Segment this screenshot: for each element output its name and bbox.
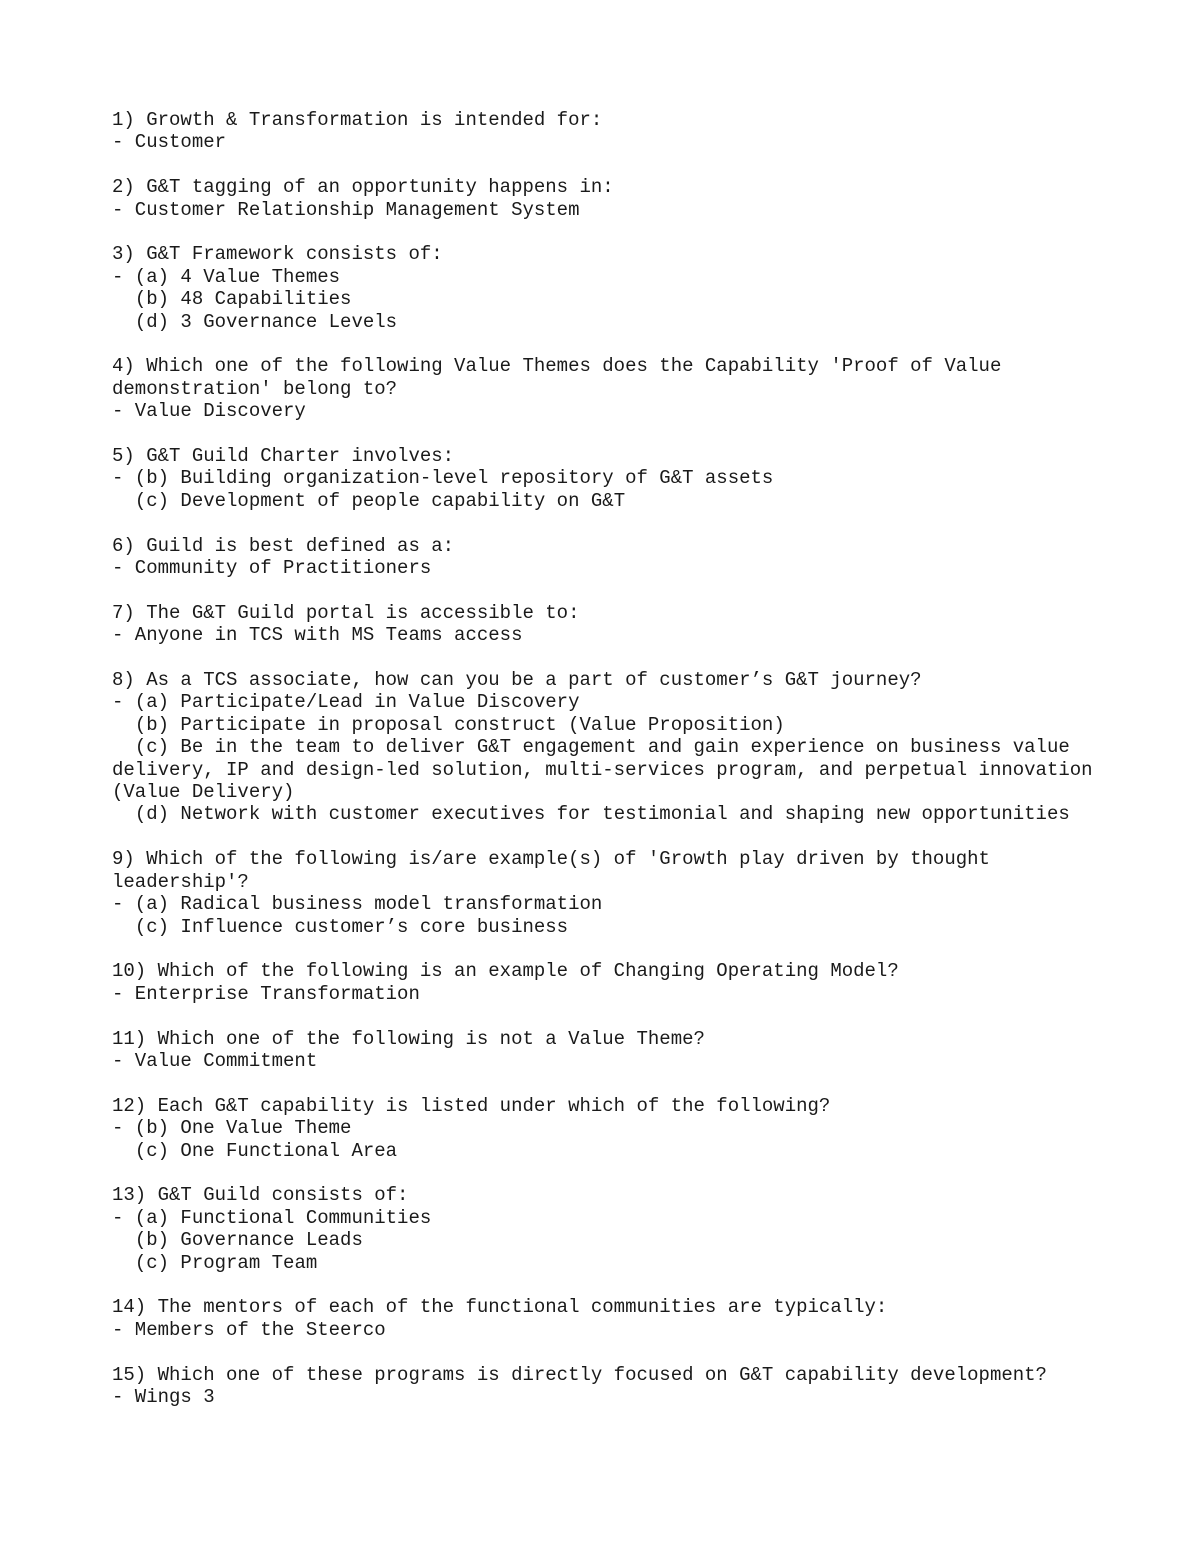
answer-text: - Enterprise Transformation (112, 982, 420, 1005)
question-text: 15) Which one of these programs is directly focused on G&T capability development? (112, 1363, 1047, 1386)
qa-item (112, 176, 1112, 221)
qa-item (112, 1364, 1112, 1409)
answer-text: - Customer Relationship Management System (112, 198, 580, 221)
question-text: 1) Growth & Transformation is intended for: (112, 109, 603, 131)
question-text: 6) Guild is best defined as a: (112, 534, 455, 557)
qa-item (112, 535, 1112, 580)
answer-text: - Anyone in TCS with MS Teams access (112, 624, 523, 647)
answer-text: (b) 48 Capabilities (112, 288, 352, 311)
answer-text: - Customer (112, 131, 227, 154)
qa-item (112, 243, 1112, 333)
answer-text: (b) Participate in proposal construct (Value Proposition) (112, 713, 785, 736)
question-text: 14) The mentors of each of the functional communities are typically: (112, 1296, 888, 1319)
answer-text: - (b) One Value Theme (112, 1117, 352, 1140)
answer-text: - (a) Radical business model transformation (112, 893, 603, 916)
question-text: 9) Which of the following is/are example(s) of 'Growth play driven by thought leadership'? (112, 848, 1002, 893)
qa-item (112, 1095, 1112, 1162)
question-text: 10) Which of the following is an example of Changing Operating Model? (112, 960, 899, 983)
answer-text: (c) Be in the team to deliver G&T engagement and gain experience on business value delivery, IP and design-led solution, multi-services program, and perpetual innovation (Value Delivery) (112, 736, 1104, 804)
answer-text: - Members of the Steerco (112, 1318, 386, 1341)
qa-item (112, 1296, 1112, 1341)
qa-item (112, 602, 1112, 647)
answer-text: (c) One Functional Area (112, 1139, 398, 1162)
question-text: 7) The G&T Guild portal is accessible to: (112, 601, 580, 624)
document-body (112, 109, 1112, 1431)
qa-item (112, 1184, 1112, 1274)
answer-text: - Community of Practitioners (112, 557, 432, 580)
qa-item (112, 445, 1112, 512)
answer-text: - (a) Functional Communities (112, 1206, 432, 1229)
answer-text: (d) 3 Governance Levels (112, 310, 398, 333)
answer-text: (d) Network with customer executives for testimonial and shaping new opportunities (112, 803, 1070, 826)
question-text: 5) G&T Guild Charter involves: (112, 445, 455, 468)
question-text: 2) G&T tagging of an opportunity happens in: (112, 176, 614, 199)
answer-text: (b) Governance Leads (112, 1229, 363, 1252)
answer-text: - Value Commitment (112, 1049, 318, 1072)
qa-item (112, 848, 1112, 938)
qa-item (112, 109, 1112, 154)
qa-item (112, 355, 1112, 422)
answer-text: (c) Program Team (112, 1251, 318, 1274)
qa-item (112, 1028, 1112, 1073)
answer-text: - Value Discovery (112, 400, 306, 423)
answer-text: - (b) Building organization-level repository of G&T assets (112, 467, 774, 490)
answer-text: - (a) 4 Value Themes (112, 265, 341, 288)
question-text: 8) As a TCS associate, how can you be a part of customer’s G&T journey? (112, 669, 922, 692)
answer-text: (c) Development of people capability on G&T (112, 489, 626, 512)
question-text: 12) Each G&T capability is listed under which of the following? (112, 1094, 831, 1117)
qa-item (112, 669, 1112, 826)
answer-text: - Wings 3 (112, 1385, 215, 1408)
question-text: 13) G&T Guild consists of: (112, 1184, 409, 1207)
question-text: 3) G&T Framework consists of: (112, 243, 443, 266)
answer-text: - (a) Participate/Lead in Value Discovery (112, 691, 580, 714)
question-text: 11) Which one of the following is not a Value Theme? (112, 1027, 705, 1050)
answer-text: (c) Influence customer’s core business (112, 915, 569, 938)
qa-item (112, 960, 1112, 1005)
question-text: 4) Which one of the following Value Themes does the Capability 'Proof of Value demonstration' belong to? (112, 355, 1013, 400)
